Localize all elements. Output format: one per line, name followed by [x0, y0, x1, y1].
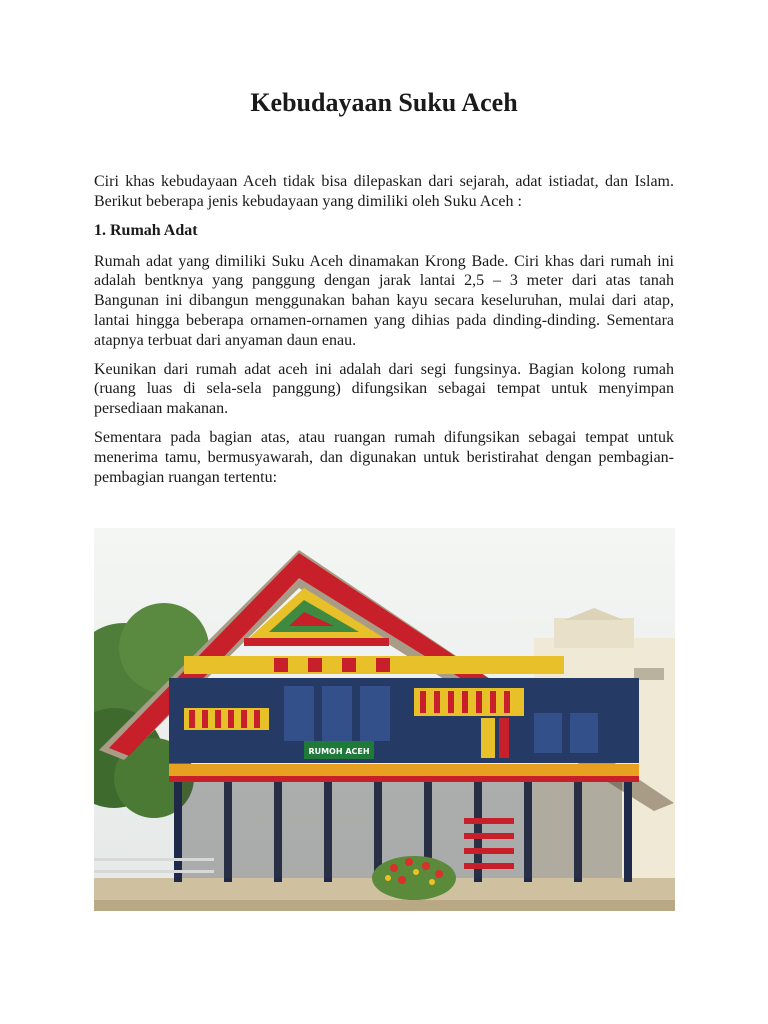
rumah-adat-photo	[94, 528, 675, 911]
section-heading-rumah-adat: 1. Rumah Adat	[94, 221, 198, 239]
intro-paragraph: Ciri khas kebudayaan Aceh tidak bisa dilepaskan dari sejarah, adat istiadat, dan Islam. Berikut beberapa jenis kebudayaan yang dimiliki oleh Suku Aceh :	[94, 173, 674, 210]
document-body	[94, 172, 674, 496]
page-title: Kebudayaan Suku Aceh	[250, 88, 518, 117]
paragraph-1: Rumah adat yang dimiliki Suku Aceh dinamakan Krong Bade. Ciri khas dari rumah ini adalah bentknya yang panggung dengan jarak lantai 2,5 – 3 meter dari atas tanah Bangunan ini dibangun menggunakan bahan kayu secara keseluruhan, mulai dari atap, lantai hingga beberapa ornamen-ornamen yang dihias pada dinding-dinding. Sementara atapnya terbuat dari anyaman daun enau.	[94, 252, 674, 349]
paragraph-2: Keunikan dari rumah adat aceh ini adalah dari segi fungsinya. Bagian kolong rumah (ruang luas di sela-sela panggung) difungsikan sebagai tempat untuk menyimpan persediaan makanan.	[94, 360, 674, 418]
paragraph-3: Sementara pada bagian atas, atau ruangan rumah difungsikan sebagai tempat untuk menerima tamu, bermusyawarah, dan digunakan untuk beristirahat dengan pembagian-pembagian ruangan tertentu:	[94, 428, 674, 486]
house-sign-label: RUMOH ACEH	[308, 747, 370, 756]
